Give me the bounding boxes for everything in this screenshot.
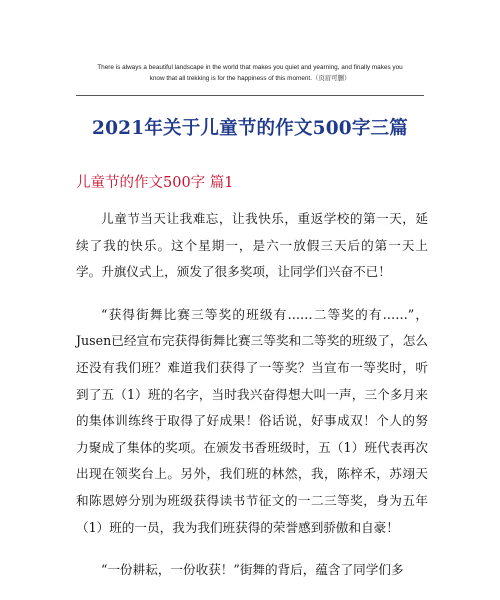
paragraph-1: 儿童节当天让我难忘，让我快乐，重返学校的第一天，延续了我的快乐。这个星期一，是六一放假三天后的第一天上学。升旗仪式上，颁发了很多奖项，让同学们兴奋不已！ [76,211,428,280]
paragraph-3: “一份耕耘，一份收获！”街舞的背后，蕴含了同学们多 [101,562,404,578]
document-title: 2021年关于儿童节的作文500字三篇 [92,118,408,139]
paragraph-2: “获得街舞比赛三等奖的班级有……二等奖的有……”，Jusen已经宣布完获得街舞比赛三等奖和二等奖的班级了，怎么还没有我们班？难道我们获得了一等奖？当宣布一等奖时，听到了五（1）班的名字，当时我兴奋得想大叫一声，三个多月来的集体训练终于取得了好成果！俗话说，好事成双！个人的努力聚成了集体的奖项。在颁发书香班级时，五（1）班代表再次出现在领奖台上。另外，我们班的林然，我，陈梓禾，苏翊天和陈恩婷分别为班级获得读书节征文的一二三等奖，身为五年（1）班的一员，我为我们班获得的荣誉感到骄傲和自豪！ [76,306,428,535]
page-header-quote [70,62,430,84]
article-body [76,206,428,600]
header-divider [76,95,424,96]
header-quote-line-1: There is always a beautiful landscape in the world that makes you quiet and yearning, and finally makes you [97,64,403,71]
header-quote-line-2: know that all trekking is for the happiness of this moment.（页眉可删） [149,75,351,82]
section-heading: 儿童节的作文500字 篇1 [76,175,234,191]
